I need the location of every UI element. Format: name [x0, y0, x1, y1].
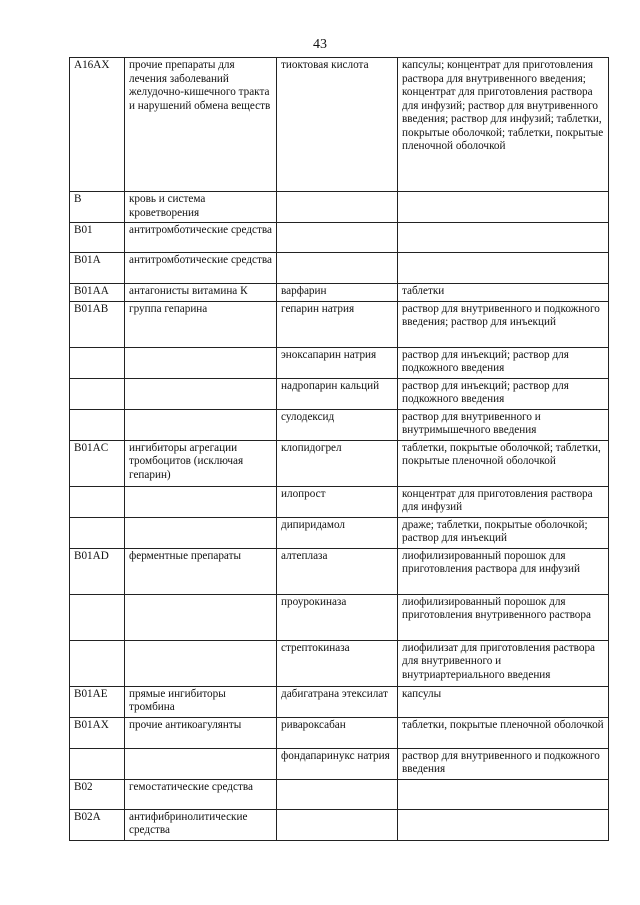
group-name — [125, 594, 277, 640]
dosage-form: лиофилизированный порошок для приготовления раствора для инфузий — [398, 548, 609, 594]
atc-code: B01AX — [70, 717, 125, 748]
table-row — [70, 301, 609, 347]
group-name: прочие препараты для лечения заболеваний желудочно-кишечного тракта и нарушений обмена веществ — [125, 58, 277, 192]
atc-code: B — [70, 192, 125, 223]
atc-code: B01AE — [70, 686, 125, 717]
dosage-form: таблетки — [398, 284, 609, 302]
atc-code: B01AD — [70, 548, 125, 594]
dosage-form: лиофилизат для приготовления раствора для внутривенного и внутриартериального введения — [398, 640, 609, 686]
table-row — [70, 223, 609, 253]
drug-name — [277, 779, 398, 809]
group-name: антитромботические средства — [125, 253, 277, 284]
atc-code — [70, 594, 125, 640]
drug-name — [277, 253, 398, 284]
drug-name: алтеплаза — [277, 548, 398, 594]
drug-name — [277, 192, 398, 223]
atc-code: B01 — [70, 223, 125, 253]
table-row — [70, 717, 609, 748]
drug-name — [277, 809, 398, 840]
dosage-form — [398, 192, 609, 223]
drug-name: клопидогрел — [277, 440, 398, 486]
drug-name: проурокиназа — [277, 594, 398, 640]
table-row — [70, 809, 609, 840]
table-row — [70, 409, 609, 440]
drug-name: дипиридамол — [277, 517, 398, 548]
dosage-form: концентрат для приготовления раствора для инфузий — [398, 486, 609, 517]
atc-code: B01A — [70, 253, 125, 284]
dosage-form: раствор для внутривенного и внутримышечного введения — [398, 409, 609, 440]
atc-code — [70, 748, 125, 779]
dosage-form: раствор для внутривенного и подкожного введения — [398, 748, 609, 779]
table-row — [70, 192, 609, 223]
drug-name: дабигатрана этексилат — [277, 686, 398, 717]
dosage-form — [398, 253, 609, 284]
atc-code — [70, 517, 125, 548]
drug-table — [69, 57, 609, 841]
dosage-form: таблетки, покрытые пленочной оболочкой — [398, 717, 609, 748]
drug-name: сулодексид — [277, 409, 398, 440]
atc-code — [70, 409, 125, 440]
group-name — [125, 517, 277, 548]
group-name: ферментные препараты — [125, 548, 277, 594]
table-row — [70, 58, 609, 192]
atc-code: B01AB — [70, 301, 125, 347]
group-name: антитромботические средства — [125, 223, 277, 253]
group-name — [125, 378, 277, 409]
atc-code: B02A — [70, 809, 125, 840]
atc-code — [70, 347, 125, 378]
dosage-form: капсулы — [398, 686, 609, 717]
group-name: прямые ингибиторы тромбина — [125, 686, 277, 717]
group-name: группа гепарина — [125, 301, 277, 347]
group-name: гемостатические средства — [125, 779, 277, 809]
atc-code: B01AA — [70, 284, 125, 302]
table-row — [70, 347, 609, 378]
group-name: ингибиторы агрегации тромбоцитов (исключая гепарин) — [125, 440, 277, 486]
dosage-form: капсулы; концентрат для приготовления раствора для внутривенного введения; концентрат для приготовления раствора для инфузий; раствор для внутривенного введения; раствор для инфузий; таблетки, покрытые оболочкой; таблетки, покрытые пленочной оболочкой — [398, 58, 609, 192]
table-row — [70, 378, 609, 409]
dosage-form — [398, 779, 609, 809]
group-name: антагонисты витамина К — [125, 284, 277, 302]
group-name — [125, 748, 277, 779]
table-row — [70, 253, 609, 284]
dosage-form: таблетки, покрытые оболочкой; таблетки, покрытые пленочной оболочкой — [398, 440, 609, 486]
group-name: прочие антикоагулянты — [125, 717, 277, 748]
atc-code: B02 — [70, 779, 125, 809]
atc-code: A16AX — [70, 58, 125, 192]
atc-code — [70, 486, 125, 517]
page-number: 43 — [313, 37, 327, 52]
dosage-form: раствор для инъекций; раствор для подкожного введения — [398, 378, 609, 409]
dosage-form: лиофилизированный порошок для приготовления внутривенного раствора — [398, 594, 609, 640]
table-row — [70, 779, 609, 809]
drug-name: илопрост — [277, 486, 398, 517]
group-name — [125, 486, 277, 517]
group-name — [125, 640, 277, 686]
drug-name: надропарин кальций — [277, 378, 398, 409]
drug-name: гепарин натрия — [277, 301, 398, 347]
table-row — [70, 284, 609, 302]
drug-name: ривароксабан — [277, 717, 398, 748]
table-row — [70, 548, 609, 594]
dosage-form — [398, 809, 609, 840]
table-row — [70, 440, 609, 486]
drug-name: варфарин — [277, 284, 398, 302]
drug-name: стрептокиназа — [277, 640, 398, 686]
group-name — [125, 347, 277, 378]
atc-code: B01AC — [70, 440, 125, 486]
drug-name: эноксапарин натрия — [277, 347, 398, 378]
dosage-form: раствор для внутривенного и подкожного введения; раствор для инъекций — [398, 301, 609, 347]
table-row — [70, 517, 609, 548]
group-name — [125, 409, 277, 440]
dosage-form: раствор для инъекций; раствор для подкожного введения — [398, 347, 609, 378]
table-row — [70, 748, 609, 779]
group-name: кровь и система кроветворения — [125, 192, 277, 223]
drug-name — [277, 223, 398, 253]
drug-name: тиоктовая кислота — [277, 58, 398, 192]
table-row — [70, 594, 609, 640]
table-row — [70, 486, 609, 517]
atc-code — [70, 378, 125, 409]
table-row — [70, 686, 609, 717]
group-name: антифибринолитические средства — [125, 809, 277, 840]
atc-code — [70, 640, 125, 686]
drug-name: фондапаринукс натрия — [277, 748, 398, 779]
dosage-form: драже; таблетки, покрытые оболочкой; раствор для инъекций — [398, 517, 609, 548]
table-row — [70, 640, 609, 686]
dosage-form — [398, 223, 609, 253]
